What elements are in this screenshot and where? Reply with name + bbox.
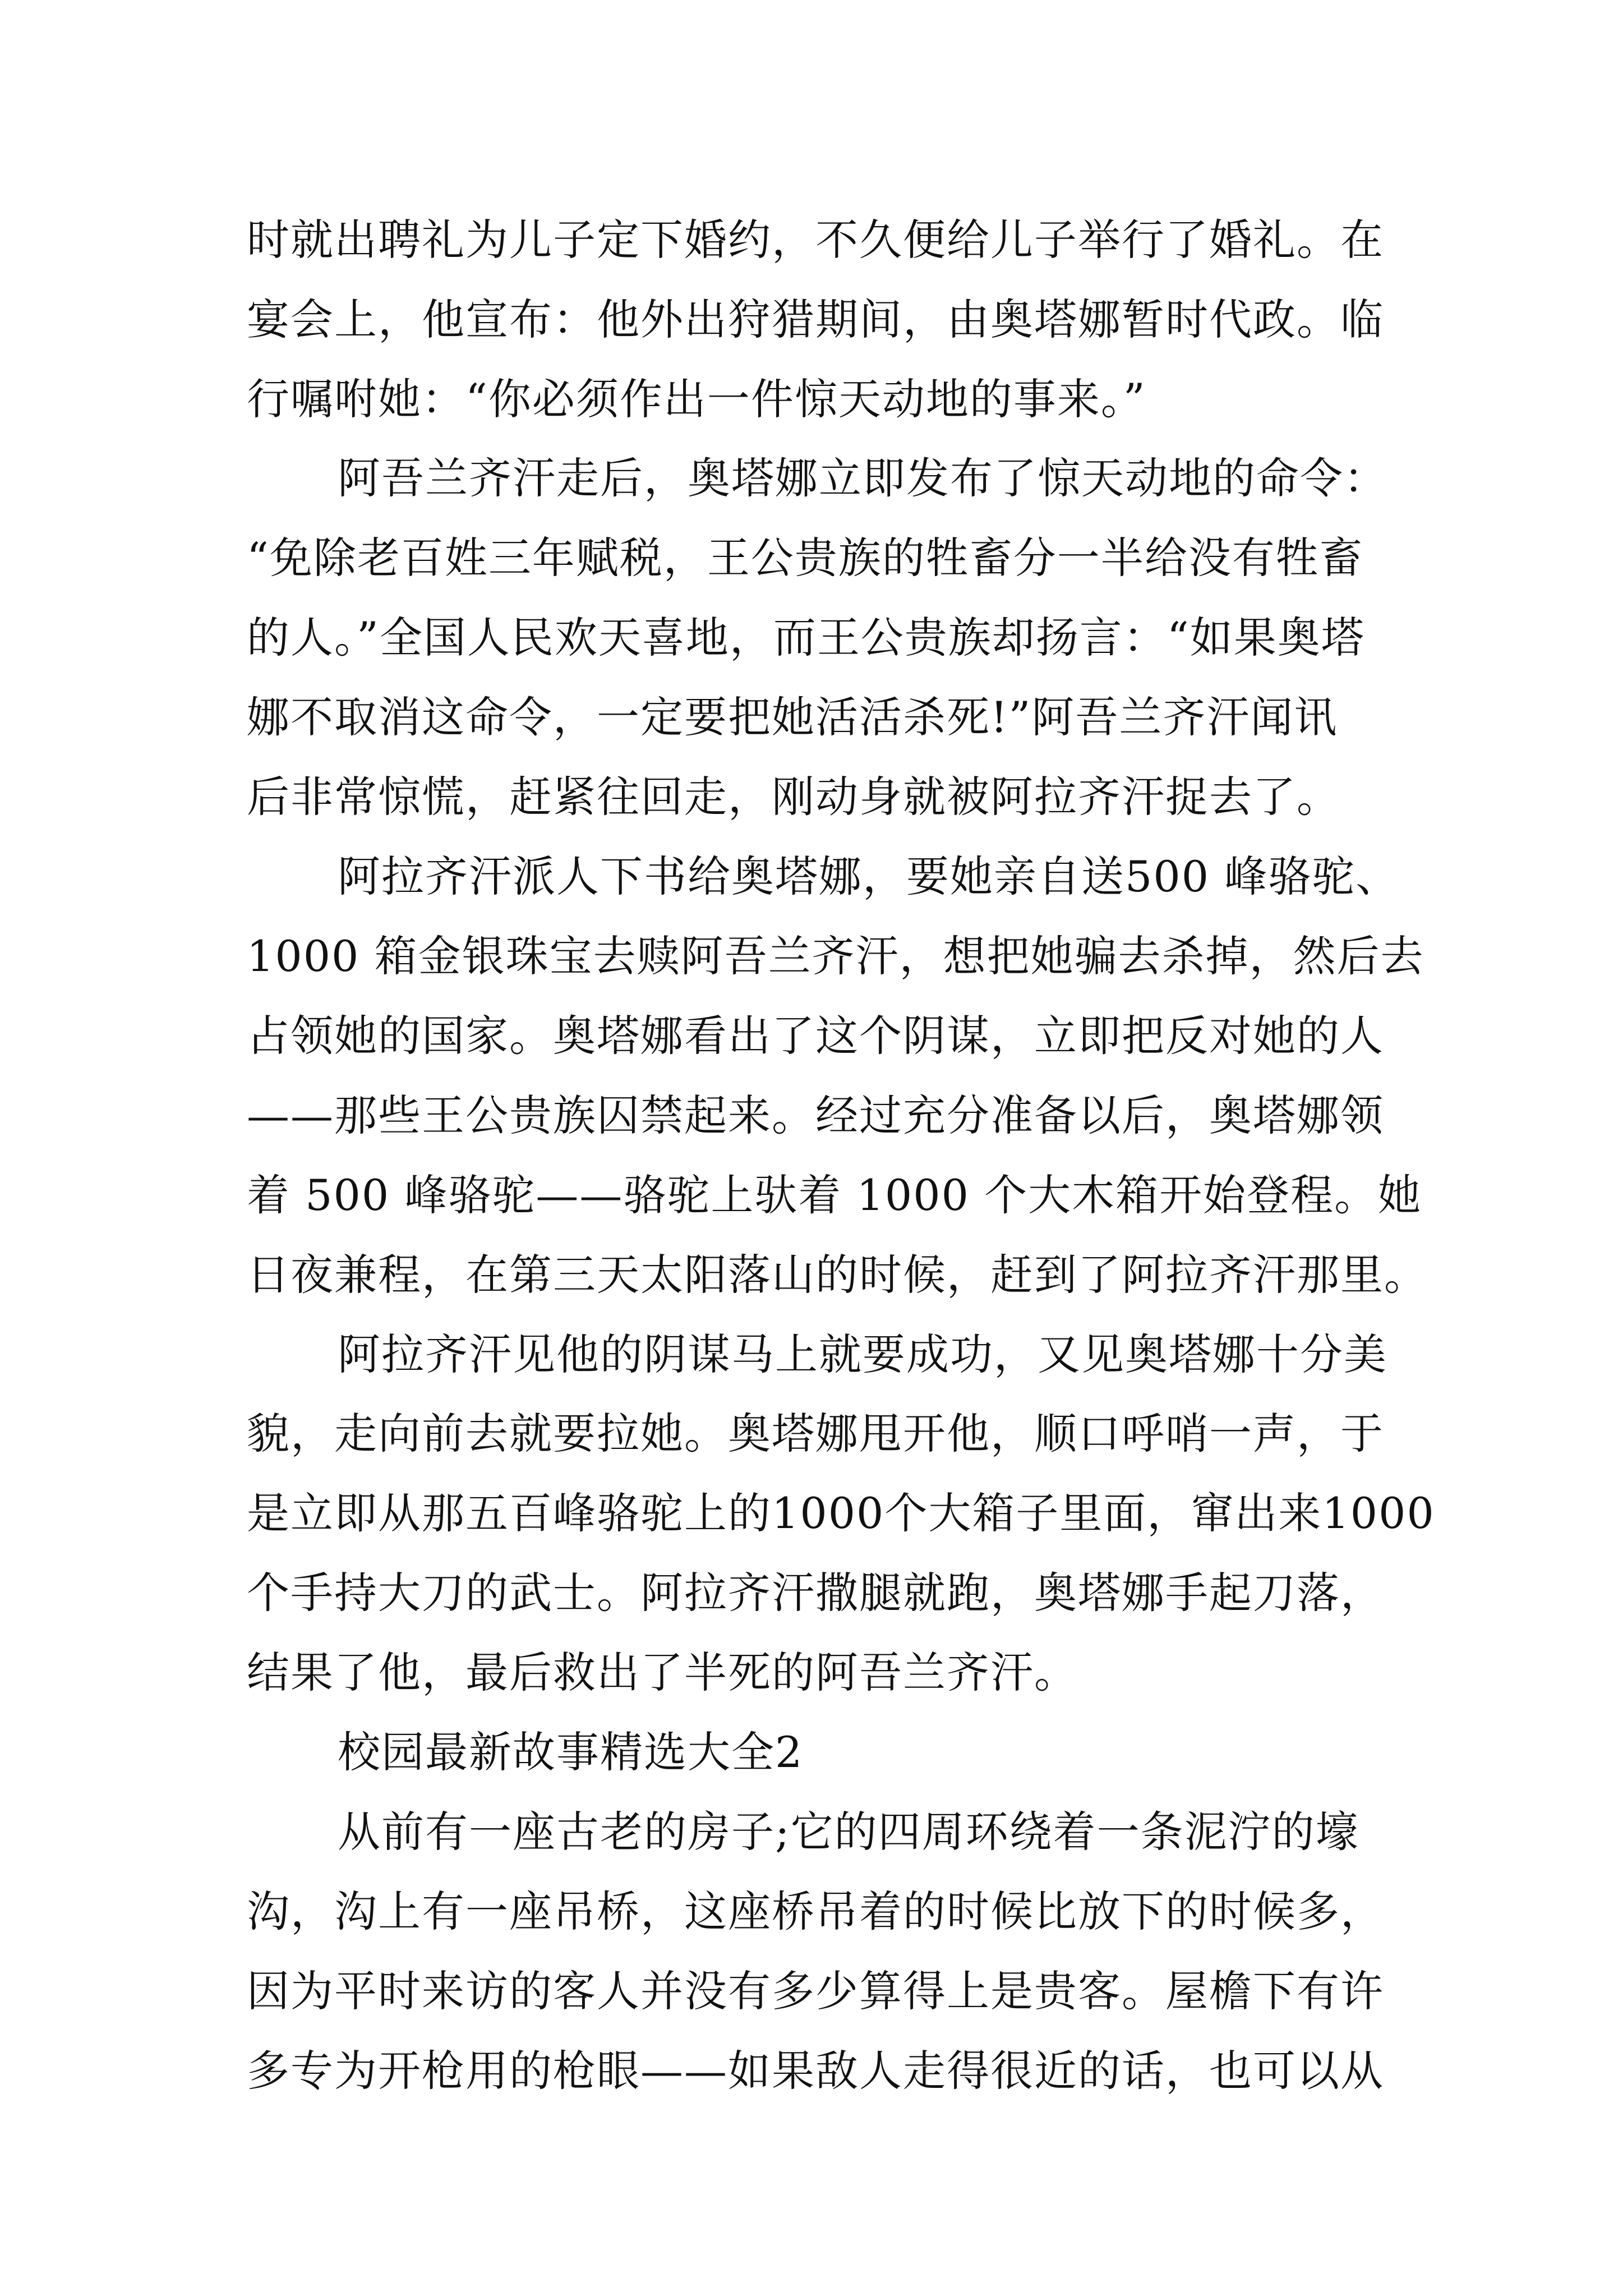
text-line: 多专为开枪用的枪眼——如果敌人走得很近的话，也可以从: [247, 2046, 1384, 2096]
text-line: 行嘱咐她：“你必须作出一件惊天动地的事来。”: [247, 374, 1146, 424]
text-line: 因为平时来访的客人并没有多少算得上是贵客。屋檐下有许: [247, 1966, 1384, 2016]
text-line: 是立即从那五百峰骆驼上的1000个大箱子里面，窜出来1000: [247, 1488, 1435, 1538]
text-line: 沟，沟上有一座吊桥，这座桥吊着的时候比放下的时候多，: [247, 1887, 1384, 1936]
text-line: 后非常惊慌，赶紧往回走，刚动身就被阿拉齐汗捉去了。: [247, 772, 1340, 822]
paragraph-start-line: 阿拉齐汗派人下书给奥塔娜，要她亲自送500 峰骆驼、: [338, 852, 1400, 901]
section-heading: 校园最新故事精选大全2: [338, 1727, 804, 1777]
text-line: 宴会上，他宣布：他外出狩猎期间，由奥塔娜暂时代政。临: [247, 295, 1384, 344]
text-line: 着 500 峰骆驼——骆驼上驮着 1000 个大木箱开始登程。她: [247, 1170, 1422, 1220]
text-line: 1000 箱金银珠宝去赎阿吾兰齐汗，想把她骗去杀掉，然后去: [247, 931, 1424, 981]
text-line: ——那些王公贵族囚禁起来。经过充分准备以后，奥塔娜领: [247, 1091, 1384, 1140]
text-line: 占领她的国家。奥塔娜看出了这个阴谋，立即把反对她的人: [247, 1011, 1384, 1061]
text-line: 结果了他，最后救出了半死的阿吾兰齐汗。: [247, 1648, 1078, 1697]
text-line: 貌，走向前去就要拉她。奥塔娜甩开他，顺口呼哨一声，于: [247, 1409, 1384, 1458]
paragraph-start-line: 从前有一座古老的房子;它的四周环绕着一条泥泞的壕: [338, 1807, 1359, 1857]
text-line: 日夜兼程，在第三天太阳落山的时候，赶到了阿拉齐汗那里。: [247, 1250, 1428, 1300]
text-line: 个手持大刀的武士。阿拉齐汗撒腿就跑，奥塔娜手起刀落，: [247, 1568, 1384, 1618]
paragraph-start-line: 阿吾兰齐汗走后，奥塔娜立即发布了惊天动地的命令：: [338, 453, 1387, 503]
text-line: “免除老百姓三年赋税，王公贵族的牲畜分一半给没有牲畜: [247, 533, 1363, 583]
text-line: 时就出聘礼为儿子定下婚约，不久便给儿子举行了婚礼。在: [247, 215, 1384, 265]
paragraph-start-line: 阿拉齐汗见他的阴谋马上就要成功，又见奥塔娜十分美: [338, 1329, 1387, 1379]
text-line: 的人。”全国人民欢天喜地，而王公贵族却扬言：“如果奥塔: [247, 613, 1365, 662]
text-line: 娜不取消这命令，一定要把她活活杀死!”阿吾兰齐汗闻讯: [247, 692, 1338, 742]
